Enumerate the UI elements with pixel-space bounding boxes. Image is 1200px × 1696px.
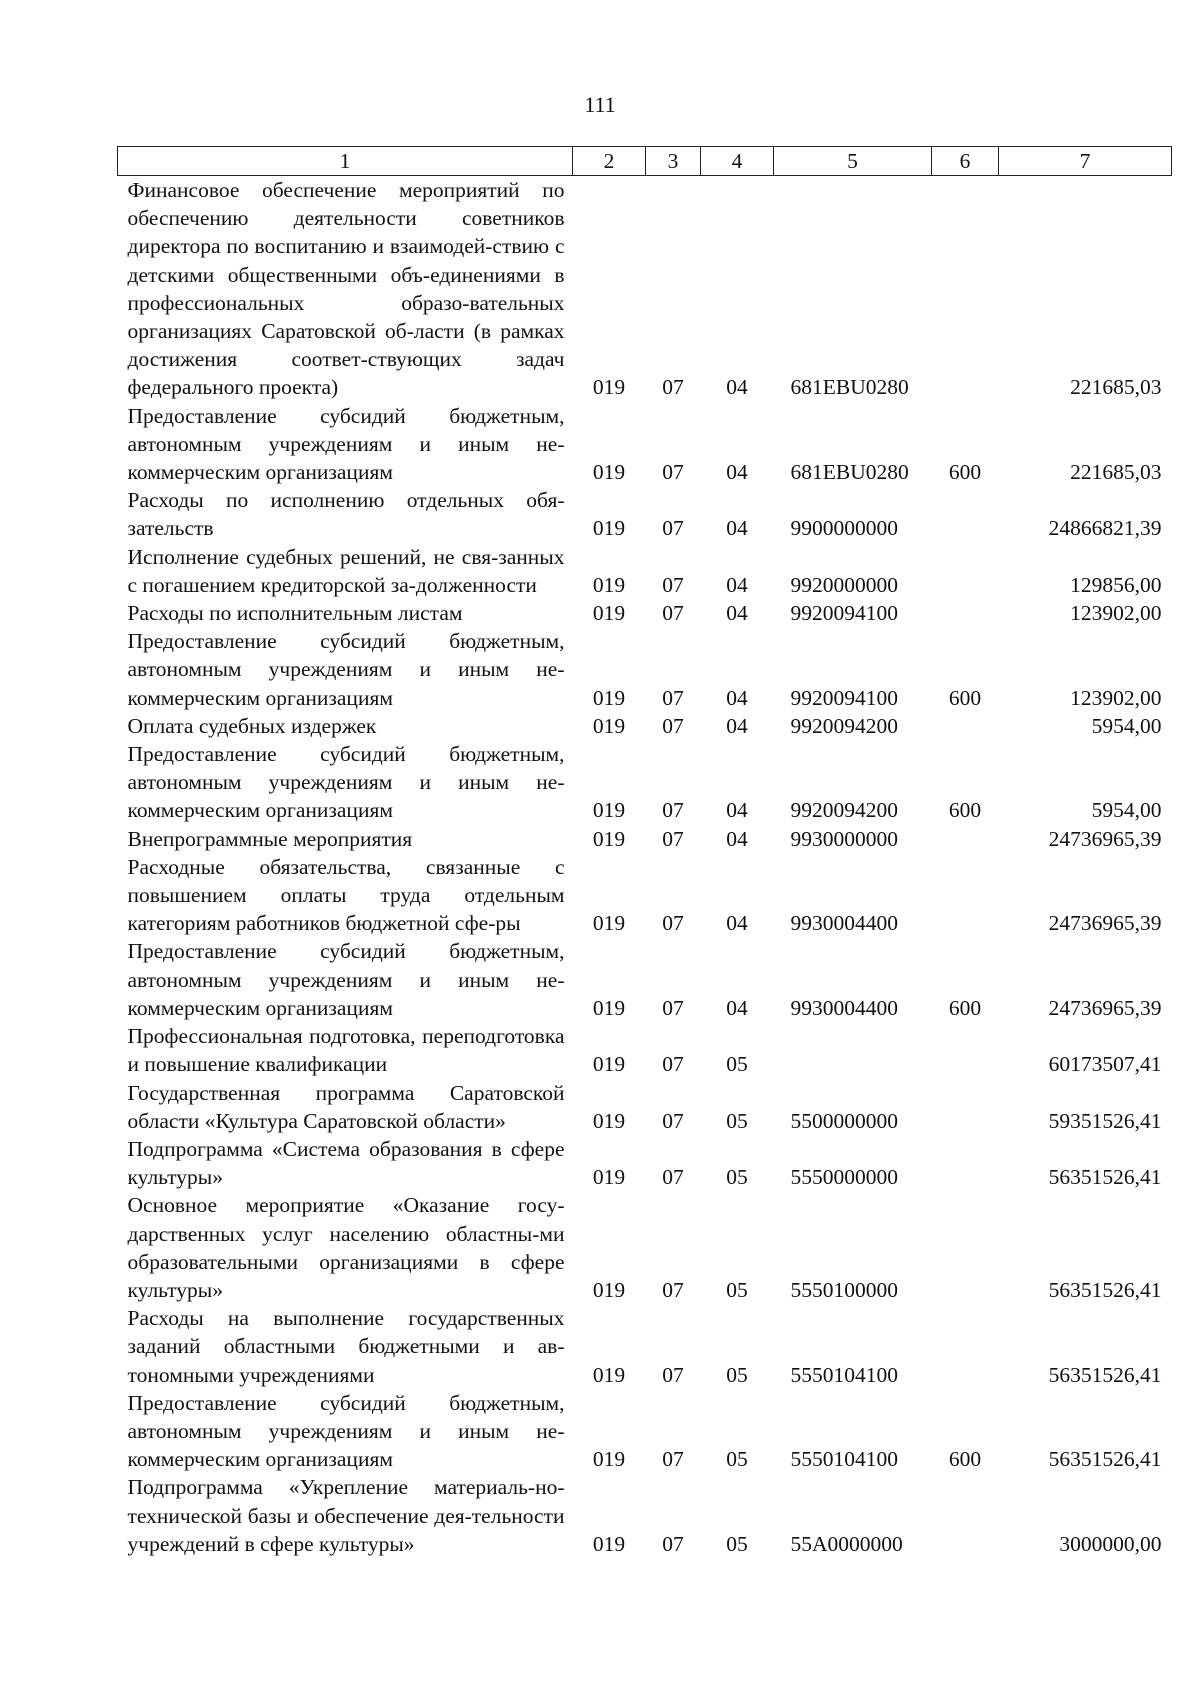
row-section-code: 07 xyxy=(662,685,684,710)
row-subsection-code: 04 xyxy=(726,911,748,936)
row-description: Основное мероприятие «Оказание госу-дарственных услуг населению областны-ми образовательными организациями в сфере культуры» xyxy=(127,1193,565,1302)
row-section-code: 07 xyxy=(662,1362,684,1387)
row-section-code: 07 xyxy=(662,1165,684,1190)
row-section-code: 07 xyxy=(662,826,684,851)
row-expense-type-code xyxy=(932,1304,999,1389)
row-description: Расходы по исполнительным листам xyxy=(127,601,463,626)
page-number: 111 xyxy=(584,92,616,117)
budget-table xyxy=(117,146,1172,1558)
row-description: Подпрограмма «Укрепление материаль-но-технической базы и обеспечение дея-тельности учреждений в сфере культуры» xyxy=(127,1475,565,1556)
table-row xyxy=(118,486,1172,542)
row-subsection-code: 05 xyxy=(726,1277,748,1302)
row-description: Предоставление субсидий бюджетным, автономным учреждениям и иным не-коммерческим организациям xyxy=(127,742,565,823)
row-description: Предоставление субсидий бюджетным, автономным учреждениям и иным не-коммерческим организациям xyxy=(127,1390,565,1472)
row-expense-type-code xyxy=(932,825,999,853)
row-description: Расходы по исполнению отдельных обя-зательств xyxy=(127,488,565,541)
row-grbs-code: 019 xyxy=(592,460,626,485)
row-section-code: 07 xyxy=(662,572,684,597)
row-section-code: 07 xyxy=(662,1052,684,1077)
row-grbs-code: 019 xyxy=(592,798,626,823)
row-grbs-code: 019 xyxy=(592,1165,626,1190)
row-target-article-code: 5550104100 xyxy=(790,1447,898,1472)
row-subsection-code: 05 xyxy=(726,1052,748,1077)
row-target-article-code: 9930004400 xyxy=(790,911,898,936)
row-expense-type-code xyxy=(932,1022,999,1078)
table-row xyxy=(118,1389,1172,1474)
row-subsection-code: 04 xyxy=(726,516,748,541)
row-expense-type-code: 600 xyxy=(948,798,982,823)
row-section-code: 07 xyxy=(662,601,684,626)
table-row xyxy=(118,712,1172,740)
row-amount: 221685,03 xyxy=(1070,460,1162,485)
row-section-code: 07 xyxy=(662,375,684,400)
row-description: Оплата судебных издержек xyxy=(127,713,377,738)
row-target-article-code: 9920094200 xyxy=(790,713,898,738)
table-row xyxy=(118,740,1172,825)
row-expense-type-code xyxy=(932,853,999,938)
row-amount: 24736965,39 xyxy=(1048,911,1162,936)
column-header-6: 6 xyxy=(932,147,999,176)
row-expense-type-code xyxy=(932,1473,999,1558)
row-section-code: 07 xyxy=(662,1277,684,1302)
column-header-5: 5 xyxy=(774,147,932,176)
row-expense-type-code xyxy=(932,176,999,402)
row-amount: 24736965,39 xyxy=(1048,995,1162,1020)
table-row xyxy=(118,1191,1172,1304)
row-grbs-code: 019 xyxy=(592,826,626,851)
row-subsection-code: 04 xyxy=(726,685,748,710)
row-subsection-code: 05 xyxy=(726,1447,748,1472)
row-section-code: 07 xyxy=(662,911,684,936)
row-target-article-code: 9930000000 xyxy=(790,826,898,851)
row-expense-type-code: 600 xyxy=(948,685,982,710)
row-description: Государственная программа Саратовской области «Культура Саратовской области» xyxy=(127,1080,565,1133)
row-target-article-code: 5550100000 xyxy=(790,1277,898,1302)
row-target-article-code: 9920094100 xyxy=(790,685,898,710)
row-target-article-code: 9920094100 xyxy=(790,601,898,626)
row-description: Исполнение судебных решений, не свя-занных с погашением кредиторской за-долженности xyxy=(127,544,565,597)
row-description: Внепрограммные мероприятия xyxy=(127,826,413,851)
row-target-article-code: 55A0000000 xyxy=(790,1531,903,1556)
row-description: Финансовое обеспечение мероприятий по обеспечению деятельности советников директора по воспитанию и взаимодей-ствию с детскими общественными объ-единениями в профессиональных образо-вательных организациях Саратовской об-ласти (в рамках достижения соответ-ствующих задач федерального проекта) xyxy=(127,178,565,400)
row-section-code: 07 xyxy=(662,1447,684,1472)
row-amount: 59351526,41 xyxy=(1048,1108,1162,1133)
table-row xyxy=(118,1304,1172,1389)
row-target-article-code: 9930004400 xyxy=(790,995,898,1020)
row-amount: 56351526,41 xyxy=(1048,1165,1162,1190)
row-subsection-code: 05 xyxy=(726,1531,748,1556)
row-target-article-code: 5550104100 xyxy=(790,1362,898,1387)
row-description: Предоставление субсидий бюджетным, автономным учреждениям и иным не-коммерческим организациям xyxy=(127,403,565,485)
row-section-code: 07 xyxy=(662,713,684,738)
row-expense-type-code: 600 xyxy=(948,995,982,1020)
table-row xyxy=(118,176,1172,402)
column-header-7: 7 xyxy=(999,147,1172,176)
row-description: Расходные обязательства, связанные с повышением оплаты труда отдельным категориям работников бюджетной сфе-ры xyxy=(127,854,565,936)
row-section-code: 07 xyxy=(662,995,684,1020)
row-target-article-code: 681EBU0280 xyxy=(790,375,909,400)
row-section-code: 07 xyxy=(662,1108,684,1133)
row-subsection-code: 04 xyxy=(726,713,748,738)
row-amount: 56351526,41 xyxy=(1048,1362,1162,1387)
table-body xyxy=(118,176,1172,1558)
row-subsection-code: 04 xyxy=(726,601,748,626)
row-section-code: 07 xyxy=(662,516,684,541)
row-grbs-code: 019 xyxy=(592,601,626,626)
row-grbs-code: 019 xyxy=(592,1447,626,1472)
row-description: Предоставление субсидий бюджетным, автономным учреждениям и иным не-коммерческим организациям xyxy=(127,629,565,710)
row-grbs-code: 019 xyxy=(592,1531,626,1556)
row-target-article-code: 9920094200 xyxy=(790,798,898,823)
table-row xyxy=(118,1135,1172,1191)
row-expense-type-code xyxy=(932,1079,999,1135)
row-amount: 24866821,39 xyxy=(1048,516,1162,541)
row-grbs-code: 019 xyxy=(592,685,626,710)
row-grbs-code: 019 xyxy=(592,1362,626,1387)
column-header-1: 1 xyxy=(118,147,573,176)
row-subsection-code: 04 xyxy=(726,798,748,823)
row-expense-type-code: 600 xyxy=(948,1447,982,1472)
table-row xyxy=(118,825,1172,853)
row-grbs-code: 019 xyxy=(592,1277,626,1302)
column-header-3: 3 xyxy=(646,147,701,176)
row-grbs-code: 019 xyxy=(592,1108,626,1133)
row-amount: 56351526,41 xyxy=(1048,1277,1162,1302)
row-amount: 60173507,41 xyxy=(1048,1052,1162,1077)
row-subsection-code: 04 xyxy=(726,460,748,485)
table-row xyxy=(118,599,1172,627)
column-header-4: 4 xyxy=(701,147,774,176)
table-row xyxy=(118,1022,1172,1078)
table-row xyxy=(118,543,1172,599)
row-grbs-code: 019 xyxy=(592,995,626,1020)
row-description: Подпрограмма «Система образования в сфере культуры» xyxy=(127,1136,565,1190)
row-subsection-code: 05 xyxy=(726,1165,748,1190)
row-expense-type-code xyxy=(932,1135,999,1191)
row-amount: 123902,00 xyxy=(1070,685,1162,710)
row-section-code: 07 xyxy=(662,460,684,485)
row-grbs-code: 019 xyxy=(592,572,626,597)
row-description: Расходы на выполнение государственных заданий областными бюджетными и ав-тономными учреждениями xyxy=(127,1306,565,1387)
row-target-article-code: 5500000000 xyxy=(790,1108,898,1133)
row-amount: 123902,00 xyxy=(1070,601,1162,626)
row-description: Предоставление субсидий бюджетным, автономным учреждениям и иным не-коммерческим организациям xyxy=(127,939,565,1020)
row-section-code: 07 xyxy=(662,1531,684,1556)
row-expense-type-code xyxy=(932,1191,999,1304)
row-grbs-code: 019 xyxy=(592,1052,626,1077)
row-target-article-code: 9920000000 xyxy=(790,572,898,597)
row-grbs-code: 019 xyxy=(592,713,626,738)
row-target-article-code: 5550000000 xyxy=(790,1165,898,1190)
column-header-2: 2 xyxy=(573,147,646,176)
row-section-code: 07 xyxy=(662,798,684,823)
row-description: Профессиональная подготовка, переподготовка и повышение квалификации xyxy=(127,1024,565,1077)
row-target-article-code: 9900000000 xyxy=(790,516,898,541)
row-amount: 5954,00 xyxy=(1091,798,1162,823)
row-subsection-code: 05 xyxy=(726,1362,748,1387)
table-row xyxy=(118,937,1172,1022)
row-subsection-code: 04 xyxy=(726,826,748,851)
row-amount: 24736965,39 xyxy=(1048,826,1162,851)
row-target-article-code xyxy=(774,1022,932,1078)
row-amount: 129856,00 xyxy=(1070,572,1162,597)
row-amount: 221685,03 xyxy=(1070,375,1162,400)
row-grbs-code: 019 xyxy=(592,516,626,541)
row-subsection-code: 04 xyxy=(726,995,748,1020)
table-row xyxy=(118,853,1172,938)
table-row xyxy=(118,627,1172,712)
table-row xyxy=(118,1079,1172,1135)
row-expense-type-code xyxy=(932,599,999,627)
row-expense-type-code xyxy=(932,543,999,599)
row-amount: 5954,00 xyxy=(1091,713,1162,738)
row-target-article-code: 681EBU0280 xyxy=(790,460,909,485)
row-expense-type-code xyxy=(932,486,999,542)
row-amount: 56351526,41 xyxy=(1048,1447,1162,1472)
row-subsection-code: 05 xyxy=(726,1108,748,1133)
row-subsection-code: 04 xyxy=(726,572,748,597)
table-header-row xyxy=(118,147,1172,176)
row-amount: 3000000,00 xyxy=(1059,1531,1162,1556)
row-grbs-code: 019 xyxy=(592,911,626,936)
row-expense-type-code xyxy=(932,712,999,740)
row-subsection-code: 04 xyxy=(726,375,748,400)
table-row xyxy=(118,1473,1172,1558)
row-expense-type-code: 600 xyxy=(948,460,982,485)
row-grbs-code: 019 xyxy=(592,375,626,400)
table-row xyxy=(118,402,1172,487)
